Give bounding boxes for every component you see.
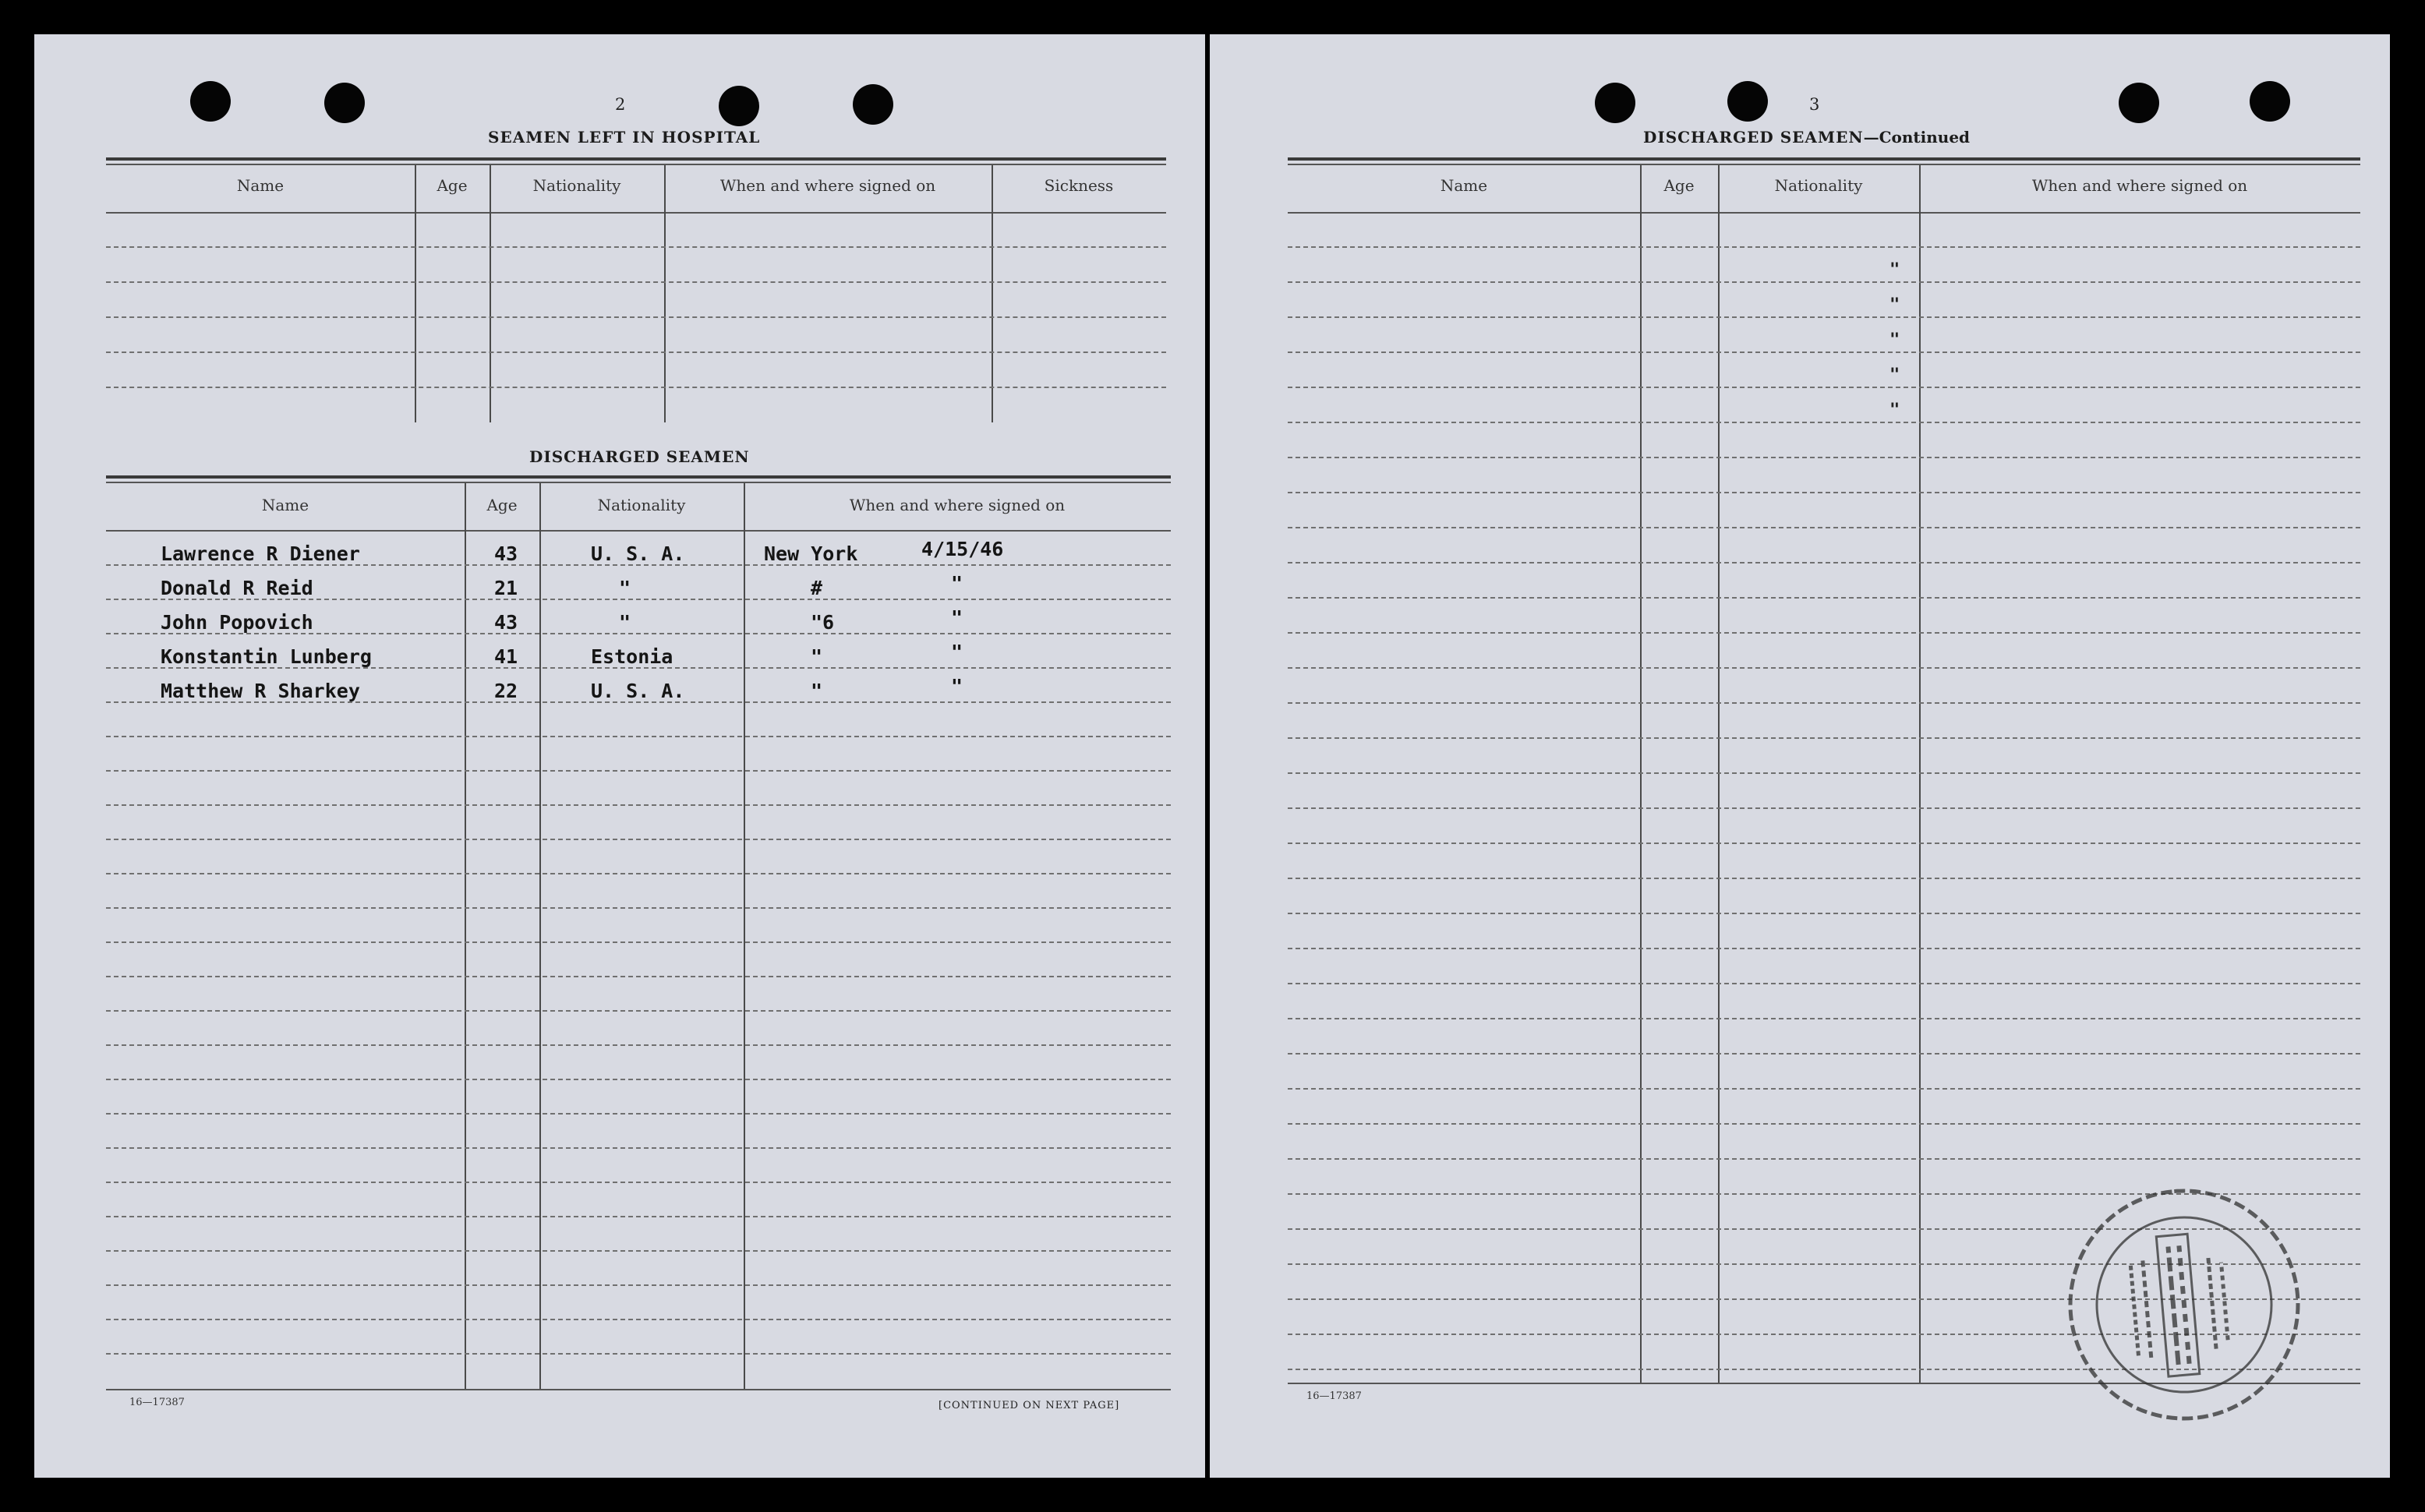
continued-note: [CONTINUED ON NEXT PAGE] (939, 1400, 1120, 1411)
top-rule (1288, 157, 2360, 161)
punch-hole (2119, 83, 2159, 123)
row-line (1288, 737, 2360, 739)
row-line (106, 907, 1171, 909)
row-line (1288, 527, 2360, 528)
discharged-top-rule (106, 475, 1171, 479)
row-line (106, 316, 1166, 318)
column-header: Name (261, 496, 309, 514)
punch-hole (853, 84, 893, 125)
seaman-age: 21 (494, 577, 518, 599)
row-line (106, 1284, 1171, 1286)
column-divider (664, 165, 666, 422)
signed-on-place: " (811, 645, 823, 668)
signed-on-date: 4/15/46 (921, 538, 1004, 560)
row-line (106, 1010, 1171, 1012)
ditto-mark: " (1889, 401, 1900, 420)
row-line (106, 1044, 1171, 1046)
punch-hole (324, 83, 365, 123)
bottom-rule (106, 1389, 1171, 1390)
signed-on-place: " (811, 680, 823, 702)
seaman-name: Lawrence R Diener (161, 542, 360, 565)
seaman-age: 22 (494, 680, 518, 702)
header-top-rule (1288, 164, 2360, 165)
column-divider (539, 483, 541, 1389)
row-line (106, 941, 1171, 943)
left-page (34, 34, 1205, 1478)
row-line (1288, 843, 2360, 844)
form-number: 16—17387 (1306, 1390, 1362, 1402)
row-line (1288, 878, 2360, 879)
ditto-mark: " (1889, 260, 1900, 280)
section-title: DISCHARGED SEAMEN (1643, 128, 1864, 147)
row-line (1288, 562, 2360, 563)
column-header: Name (1440, 176, 1488, 195)
seaman-nationality: " (619, 611, 631, 634)
row-line (1288, 1018, 2360, 1019)
row-line (1288, 422, 2360, 423)
row-line (1288, 983, 2360, 984)
discharged-header-bottom-rule (106, 530, 1171, 532)
seaman-name: Konstantin Lunberg (161, 645, 372, 668)
row-line (106, 873, 1171, 874)
column-header: When and where signed on (719, 176, 936, 195)
column-divider (1718, 165, 1720, 1383)
row-line (1288, 387, 2360, 388)
row-line (106, 1216, 1171, 1217)
column-divider (490, 165, 491, 422)
seaman-age: 41 (494, 645, 518, 668)
row-line (106, 804, 1171, 806)
row-line (1288, 772, 2360, 774)
column-divider (1919, 165, 1921, 1383)
seaman-nationality: Estonia (591, 645, 673, 668)
seaman-nationality: U. S. A. (591, 542, 685, 565)
column-header: When and where signed on (849, 496, 1066, 514)
row-line (1288, 913, 2360, 914)
row-line (1288, 316, 2360, 318)
ditto-mark: " (1889, 295, 1900, 315)
signed-on-date: " (951, 572, 963, 595)
row-line (106, 1353, 1171, 1355)
form-number: 16—17387 (129, 1397, 185, 1408)
column-divider (744, 483, 745, 1389)
right-page (1210, 34, 2390, 1478)
row-line (106, 1079, 1171, 1080)
received-stamp (2059, 1180, 2309, 1429)
column-header: Nationality (597, 496, 686, 514)
signed-on-place: "6 (811, 611, 835, 634)
row-line (106, 736, 1171, 737)
row-line (1288, 492, 2360, 493)
row-line (106, 770, 1171, 772)
punch-hole (719, 86, 759, 126)
ditto-mark: " (1889, 330, 1900, 350)
row-line (1288, 1123, 2360, 1125)
column-header: Age (1663, 176, 1695, 195)
header-bottom-rule (106, 212, 1166, 214)
row-line (106, 1250, 1171, 1252)
column-header: Age (486, 496, 518, 514)
row-line (1288, 457, 2360, 458)
top-rule (106, 157, 1166, 161)
column-divider (1640, 165, 1642, 1383)
signed-on-date: " (951, 675, 963, 698)
page-number: 2 (615, 95, 626, 114)
discharged-top-rule-2 (106, 482, 1171, 483)
row-line (106, 246, 1166, 248)
seaman-name: John Popovich (161, 611, 313, 634)
seaman-name: Donald R Reid (161, 577, 313, 599)
header-top-rule (106, 164, 1166, 165)
discharged-continued-title (1643, 128, 1970, 147)
ditto-mark: " (1889, 366, 1900, 385)
punch-hole (2250, 81, 2290, 122)
column-divider (992, 165, 993, 422)
discharged-section-title: DISCHARGED SEAMEN (529, 447, 750, 466)
row-line (1288, 352, 2360, 353)
row-line (106, 1319, 1171, 1320)
row-line (106, 839, 1171, 840)
header-bottom-rule (1288, 212, 2360, 214)
column-divider (415, 165, 416, 422)
seaman-nationality: U. S. A. (591, 680, 685, 702)
page-number: 3 (1809, 95, 1820, 114)
row-line (1288, 1088, 2360, 1090)
column-header: Sickness (1044, 176, 1114, 195)
punch-hole (1595, 83, 1635, 123)
column-divider (465, 483, 466, 1389)
row-line (106, 387, 1166, 388)
row-line (106, 352, 1166, 353)
row-line (1288, 246, 2360, 248)
row-line (1288, 632, 2360, 634)
row-line (106, 1113, 1171, 1115)
row-line (1288, 667, 2360, 669)
column-header: Nationality (1774, 176, 1863, 195)
row-line (106, 1182, 1171, 1183)
row-line (1288, 1053, 2360, 1055)
seaman-name: Matthew R Sharkey (161, 680, 360, 702)
column-header: Age (437, 176, 468, 195)
row-line (1288, 807, 2360, 809)
row-line (1288, 281, 2360, 283)
row-line (1288, 702, 2360, 704)
column-header: Name (236, 176, 285, 195)
row-line (106, 976, 1171, 977)
seaman-age: 43 (494, 611, 518, 634)
punch-hole (190, 81, 231, 122)
row-line (106, 281, 1166, 283)
column-header: Nationality (532, 176, 621, 195)
section-title-suffix: —Continued (1863, 128, 1971, 147)
punch-hole (1727, 81, 1768, 122)
seaman-age: 43 (494, 542, 518, 565)
row-line (1288, 948, 2360, 949)
column-header: When and where signed on (2031, 176, 2248, 195)
row-line (106, 1147, 1171, 1149)
row-line (1288, 597, 2360, 599)
signed-on-place: New York (764, 542, 858, 565)
signed-on-place: # (811, 577, 823, 599)
row-line (1288, 1158, 2360, 1160)
hospital-section-title: SEAMEN LEFT IN HOSPITAL (488, 128, 761, 147)
seaman-nationality: " (619, 577, 631, 599)
signed-on-date: " (951, 606, 963, 629)
signed-on-date: " (951, 641, 963, 663)
